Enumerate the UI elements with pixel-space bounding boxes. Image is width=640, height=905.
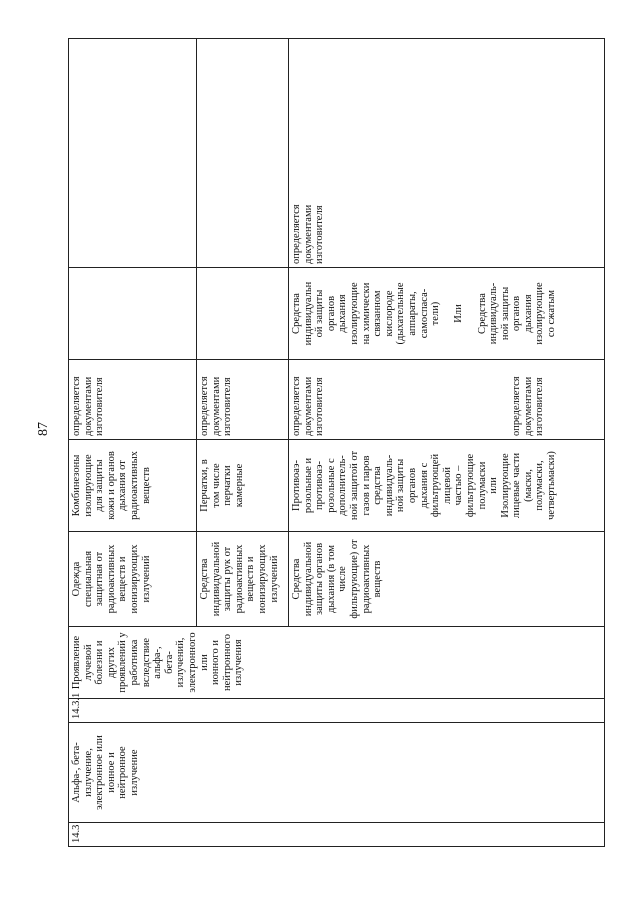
hazard-code-cell: 14.3 xyxy=(69,823,605,847)
ppe-table xyxy=(68,38,605,847)
si-cell: Средства индивидуальной защиты органов дыхания (в том числе фильтрующие) от радиоактивных веществ xyxy=(289,532,605,627)
alt-si-cell xyxy=(69,268,197,360)
si-type-cell: Комбинезоны изолирующие для защиты кожи и органов дыхания от радиоактивных веществ xyxy=(69,440,197,532)
page-number: 87 xyxy=(36,422,51,436)
effect-cell: Проявление лучевой болезни и других проявлений у работника вследствие альфа-, бета-излучений, электронного или ионного и нейтронного излучения xyxy=(69,627,605,699)
alt-si-cell: Средства индивидуальн ой защиты органов дыхания изолирующие на химически связанном кислороде (дыхательные аппараты, самоспаса- тели) Или Средства индивидуаль- ной защиты органов дыхания изолирующие со сжатым xyxy=(289,268,605,360)
si-type-cell: Перчатки, в том числе перчатки камерные xyxy=(197,440,289,532)
alt-selection-cell: определяется документами изготовителя xyxy=(289,39,605,268)
selection-cell: определяется документами изготовителя xyxy=(69,360,197,440)
si-cell: Одежда специальная защитная от радиоактивных веществ и ионизирующих излучений xyxy=(69,532,197,627)
alt-selection-cell xyxy=(69,39,197,268)
hazard-factor-cell: Альфа-, бета- излучение, электронное или ионное и нейтронное излучение xyxy=(69,723,605,823)
selection-cell: определяется документами изготовителя xyxy=(197,360,289,440)
table-row xyxy=(69,39,197,847)
si-type-cell: Противоаэ- розольные и противоаэ- розольные с дополнитель- ной защитой от газов и паров средства индивидуаль- ной защиты органов дыхания с фильтрующей лицевой частью – фильтрующие полумаски или Изолирующие лицевые части (маски, полумаски, четвертьмаски) xyxy=(289,440,605,532)
si-cell: Средства индивидуальной защиты рук от радиоактивных веществ и ионизирующих излучений xyxy=(197,532,289,627)
ppe-table-rotated xyxy=(68,39,604,847)
sub-code-cell: 14.3.1 xyxy=(69,699,605,723)
selection-cell: определяется документами изготовителя определяется документами изготовителя xyxy=(289,360,605,440)
alt-si-cell xyxy=(197,268,289,360)
alt-selection-cell xyxy=(197,39,289,268)
